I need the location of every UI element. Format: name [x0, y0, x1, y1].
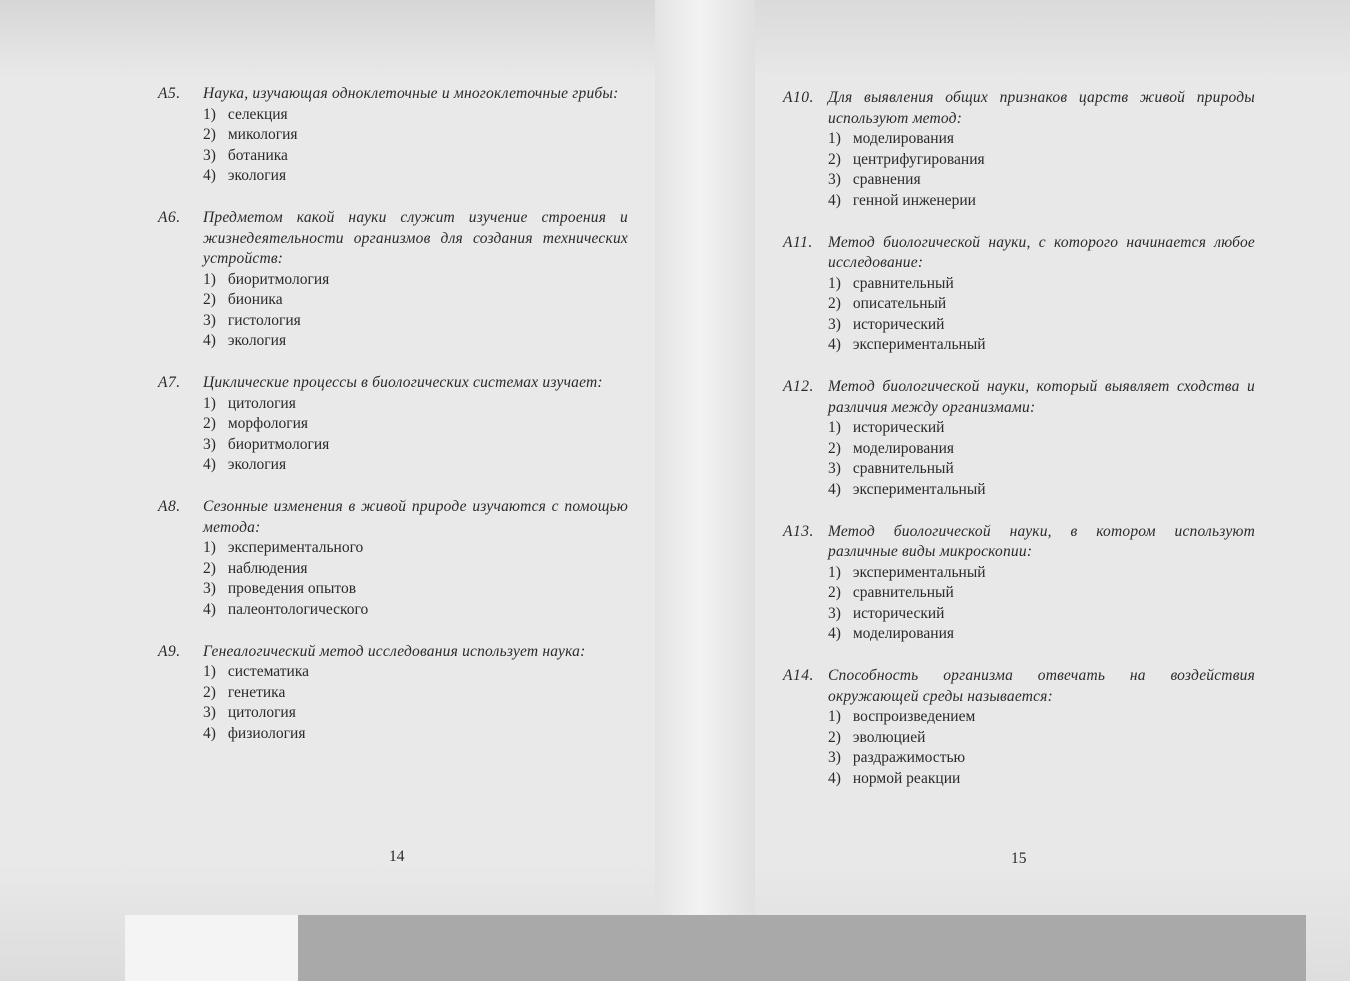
question-header	[158, 208, 628, 270]
answer-text: нормой реакции	[852, 769, 961, 787]
left-question-column	[158, 84, 628, 766]
answer-text: экология	[227, 332, 287, 349]
question-block	[783, 233, 1255, 356]
question-header	[783, 233, 1255, 274]
question-text: Метод биологической науки, в котором используют различные виды микроскопии:	[828, 522, 1255, 560]
question-text: Метод биологической науки, с которого начинается любое исследование:	[828, 233, 1255, 271]
answer-text: бионика	[227, 291, 283, 308]
answer-text: цитология	[227, 704, 296, 721]
question-block	[158, 642, 628, 745]
answer-number: 1)	[828, 563, 841, 581]
question-number: A7.	[158, 374, 181, 391]
question-block	[783, 88, 1255, 211]
question-number: A11.	[783, 233, 813, 251]
answer-text: исторический	[852, 604, 945, 622]
answer-number: 4)	[203, 332, 216, 349]
question-header	[783, 522, 1255, 563]
answer-number: 1)	[203, 394, 216, 412]
answer-number: 2)	[203, 415, 216, 432]
answer-option	[203, 559, 628, 580]
answer-option	[203, 394, 628, 415]
answer-text: наблюдения	[227, 559, 308, 577]
answer-option	[203, 125, 628, 146]
question-header	[783, 377, 1255, 418]
answer-text: экология	[227, 456, 287, 473]
answer-text: палеонтологического	[227, 600, 369, 618]
answer-number: 3)	[203, 311, 216, 329]
answer-option	[828, 728, 1255, 749]
answer-number: 3)	[203, 704, 216, 721]
answer-number: 3)	[828, 171, 841, 188]
answer-option	[828, 129, 1255, 150]
answer-option	[828, 294, 1255, 315]
answer-number: 4)	[203, 456, 216, 473]
question-block	[783, 377, 1255, 500]
answer-number: 2)	[203, 683, 216, 701]
answer-option	[828, 769, 1255, 790]
answer-option	[203, 311, 628, 332]
answer-option	[203, 724, 628, 745]
answer-list	[158, 662, 628, 744]
answer-option	[203, 270, 628, 291]
answer-number: 3)	[203, 435, 216, 453]
answer-number: 3)	[203, 580, 216, 597]
answer-text: описательный	[852, 295, 947, 312]
answer-option	[203, 105, 628, 126]
question-text: Способность организма отвечать на воздействия окружающей среды называется:	[828, 667, 1255, 705]
question-block	[158, 497, 628, 620]
answer-text: сравнения	[852, 171, 921, 188]
answer-option	[203, 290, 628, 311]
answer-option	[203, 662, 628, 683]
answer-option	[828, 150, 1255, 171]
question-block	[158, 373, 628, 476]
question-text: Предметом какой науки служит изучение строения и жизнедеятельности организмов для создания технических устройств:	[203, 209, 628, 267]
question-text: Сезонные изменения в живой природе изучаются с помощью метода:	[203, 498, 628, 536]
answer-number: 1)	[828, 708, 841, 725]
question-header	[783, 88, 1255, 129]
answer-option	[828, 439, 1255, 460]
answer-option	[828, 315, 1255, 336]
answer-option	[828, 418, 1255, 439]
answer-text: физиология	[227, 724, 306, 742]
answer-number: 3)	[828, 604, 841, 622]
answer-number: 4)	[828, 480, 841, 498]
answer-number: 3)	[828, 749, 841, 766]
answer-list	[158, 538, 628, 620]
question-text: Циклические процессы в биологических системах изучает:	[203, 374, 603, 391]
question-block	[783, 666, 1255, 789]
answer-list	[783, 707, 1255, 789]
answer-number: 4)	[828, 625, 841, 642]
answer-number: 3)	[828, 315, 841, 333]
answer-text: проведения опытов	[227, 580, 357, 597]
answer-option	[203, 683, 628, 704]
answer-option	[828, 583, 1255, 604]
answer-text: микология	[227, 126, 298, 143]
answer-number: 1)	[203, 663, 216, 680]
answer-number: 2)	[828, 728, 841, 746]
answer-option	[828, 459, 1255, 480]
scan-margin	[125, 915, 298, 981]
answer-number: 2)	[203, 559, 216, 577]
question-header	[158, 84, 628, 105]
answer-option	[203, 331, 628, 352]
answer-text: ботаника	[227, 146, 288, 164]
question-block	[783, 522, 1255, 645]
answer-text: генной инженерии	[852, 191, 976, 209]
answer-number: 2)	[828, 150, 841, 168]
question-text: Генеалогический метод исследования использует наука:	[203, 642, 586, 660]
answer-list	[158, 394, 628, 476]
question-number: A10.	[783, 89, 814, 106]
question-header	[783, 666, 1255, 707]
answer-option	[828, 480, 1255, 501]
answer-option	[203, 703, 628, 724]
answer-option	[203, 414, 628, 435]
answer-option	[203, 579, 628, 600]
answer-number: 1)	[828, 419, 841, 436]
answer-text: моделирования	[852, 130, 954, 147]
book-spine	[655, 0, 755, 930]
answer-option	[828, 191, 1255, 212]
answer-number: 4)	[828, 336, 841, 353]
answer-option	[828, 604, 1255, 625]
answer-number: 4)	[203, 724, 216, 742]
page-number-left: 14	[389, 848, 405, 865]
answer-text: сравнительный	[852, 274, 954, 292]
question-number: A8.	[158, 498, 181, 515]
question-header	[158, 497, 628, 538]
question-text: Наука, изучающая одноклеточные и многоклеточные грибы:	[203, 85, 619, 102]
answer-number: 1)	[203, 270, 216, 288]
answer-option	[203, 166, 628, 187]
answer-text: биоритмология	[227, 435, 330, 453]
answer-number: 1)	[203, 105, 216, 123]
question-block	[158, 84, 628, 187]
answer-text: сравнительный	[852, 584, 954, 601]
answer-text: экспериментальный	[852, 563, 986, 581]
answer-number: 4)	[203, 167, 216, 184]
answer-list	[783, 563, 1255, 645]
question-number: A12.	[783, 378, 814, 395]
answer-text: экспериментальный	[852, 336, 986, 353]
answer-text: морфология	[227, 415, 309, 432]
answer-text: моделирования	[852, 625, 954, 642]
question-header	[158, 373, 628, 394]
answer-option	[203, 435, 628, 456]
answer-option	[828, 170, 1255, 191]
scan-edge-band	[298, 915, 1306, 981]
answer-option	[203, 538, 628, 559]
answer-list	[783, 129, 1255, 211]
question-text: Метод биологической науки, который выявляет сходства и различия между организмами:	[828, 378, 1255, 416]
question-header	[158, 642, 628, 663]
question-number: A13.	[783, 522, 814, 540]
answer-option	[203, 146, 628, 167]
answer-list	[783, 274, 1255, 356]
answer-list	[783, 418, 1255, 500]
answer-number: 3)	[828, 460, 841, 477]
question-number: A5.	[158, 85, 181, 102]
answer-text: эволюцией	[852, 728, 926, 746]
answer-text: селекция	[227, 105, 288, 123]
answer-number: 2)	[828, 584, 841, 601]
answer-option	[828, 274, 1255, 295]
answer-text: гистология	[227, 311, 301, 329]
answer-option	[828, 707, 1255, 728]
answer-text: экспериментального	[227, 539, 364, 556]
answer-number: 4)	[828, 191, 841, 209]
answer-option	[203, 600, 628, 621]
question-block	[158, 208, 628, 352]
answer-text: биоритмология	[227, 270, 330, 288]
answer-list	[158, 270, 628, 352]
answer-number: 2)	[828, 439, 841, 457]
answer-text: исторический	[852, 419, 945, 436]
answer-text: воспроизведением	[852, 708, 976, 725]
answer-number: 2)	[828, 295, 841, 312]
answer-text: сравнительный	[852, 460, 954, 477]
answer-text: раздражимостью	[852, 749, 966, 766]
answer-option	[828, 335, 1255, 356]
answer-text: систематика	[227, 663, 310, 680]
answer-option	[828, 748, 1255, 769]
question-number: A6.	[158, 209, 181, 226]
answer-text: центрифугирования	[852, 150, 985, 168]
answer-number: 4)	[828, 769, 841, 787]
question-number: A14.	[783, 667, 814, 684]
answer-number: 1)	[828, 130, 841, 147]
answer-number: 3)	[203, 146, 216, 164]
answer-option	[203, 455, 628, 476]
answer-number: 2)	[203, 126, 216, 143]
question-text: Для выявления общих признаков царств живой природы используют метод:	[828, 89, 1255, 127]
right-question-column	[783, 88, 1255, 811]
answer-option	[828, 624, 1255, 645]
answer-number: 1)	[828, 274, 841, 292]
answer-number: 1)	[203, 539, 216, 556]
answer-text: экология	[227, 167, 287, 184]
question-number: A9.	[158, 642, 181, 660]
answer-text: цитология	[227, 394, 296, 412]
answer-text: моделирования	[852, 439, 954, 457]
answer-option	[828, 563, 1255, 584]
answer-text: генетика	[227, 683, 286, 701]
answer-text: исторический	[852, 315, 945, 333]
answer-number: 2)	[203, 291, 216, 308]
answer-list	[158, 105, 628, 187]
answer-number: 4)	[203, 600, 216, 618]
answer-text: экспериментальный	[852, 480, 986, 498]
page-number-right: 15	[1011, 850, 1027, 867]
